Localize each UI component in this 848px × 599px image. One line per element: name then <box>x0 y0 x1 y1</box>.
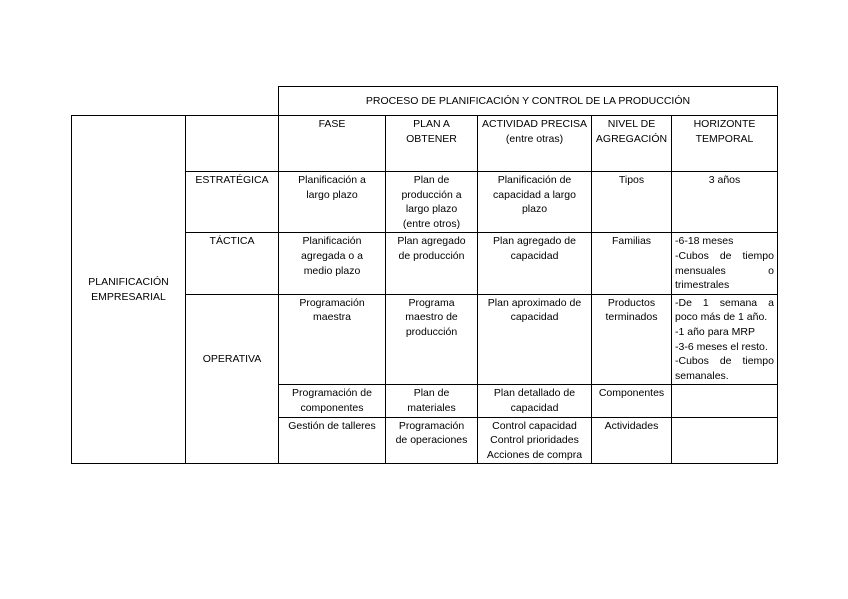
horizonte-line: -6-18 meses <box>675 235 734 248</box>
cell-nivel: Tipos <box>592 172 672 233</box>
cell-actividad: Planificación de capacidad a largo plazo <box>478 172 592 233</box>
actividad-line: Control prioridades <box>490 434 579 447</box>
cell-actividad: Plan agregado de capacidad <box>478 233 592 294</box>
header-plan: PLAN A OBTENER <box>386 116 478 172</box>
header-fase: FASE <box>279 116 386 172</box>
horizonte-line: 3 años <box>708 174 741 186</box>
horizonte-line: -Cubos de tiempo <box>675 355 774 368</box>
group-label: PLANIFICACIÓN EMPRESARIAL <box>72 116 186 464</box>
empty-corner <box>72 87 186 116</box>
empty-corner <box>186 87 279 116</box>
horizonte-line: -De 1 semana a <box>675 296 774 309</box>
horizonte-line: trimestrales <box>675 279 730 292</box>
cell-fase: Gestión de talleres <box>279 417 386 464</box>
cell-actividad: Plan detallado de capacidad <box>478 385 592 417</box>
cell-actividad <box>478 417 592 464</box>
cell-horizonte <box>672 385 778 417</box>
horizonte-line: -Cubos de tiempo mensuales o <box>675 249 774 277</box>
cell-plan: Programación de operaciones <box>386 417 478 464</box>
cell-horizonte <box>672 233 778 294</box>
header-horizonte: HORIZONTE TEMPORAL <box>672 116 778 172</box>
cell-horizonte <box>672 294 778 385</box>
cell-plan: Plan de producción a largo plazo (entre otros) <box>386 172 478 233</box>
level-estrategica: ESTRATÉGICA <box>186 172 279 233</box>
horizonte-line: semanales. <box>675 369 729 382</box>
cell-nivel: Componentes <box>592 385 672 417</box>
empty-header-cell <box>186 116 279 172</box>
cell-plan: Plan de materiales <box>386 385 478 417</box>
header-nivel: NIVEL DE AGREGACIÓN <box>592 116 672 172</box>
horizonte-line: -3-6 meses el resto. <box>675 340 768 353</box>
cell-horizonte <box>672 417 778 464</box>
horizonte-line: poco más de 1 año. <box>675 311 768 324</box>
actividad-line: Acciones de compra <box>486 448 583 461</box>
cell-nivel: Familias <box>592 233 672 294</box>
cell-nivel: Productos terminados <box>592 294 672 385</box>
actividad-line: Control capacidad <box>492 419 577 432</box>
cell-plan: Programa maestro de producción <box>386 294 478 385</box>
cell-actividad: Plan aproximado de capacidad <box>478 294 592 385</box>
cell-horizonte <box>672 172 778 233</box>
planning-table <box>71 86 778 464</box>
table-banner: PROCESO DE PLANIFICACIÓN Y CONTROL DE LA PRODUCCIÓN <box>279 87 778 116</box>
level-operativa: OPERATIVA <box>186 294 279 464</box>
header-actividad: ACTIVIDAD PRECISA (entre otras) <box>478 116 592 172</box>
cell-fase: Programación de componentes <box>279 385 386 417</box>
horizonte-line: -1 año para MRP <box>675 325 755 338</box>
cell-plan: Plan agregado de producción <box>386 233 478 294</box>
cell-nivel: Actividades <box>592 417 672 464</box>
cell-fase: Planificación agregada o a medio plazo <box>279 233 386 294</box>
cell-fase: Planificación a largo plazo <box>279 172 386 233</box>
level-tactica: TÁCTICA <box>186 233 279 294</box>
cell-fase: Programación maestra <box>279 294 386 385</box>
